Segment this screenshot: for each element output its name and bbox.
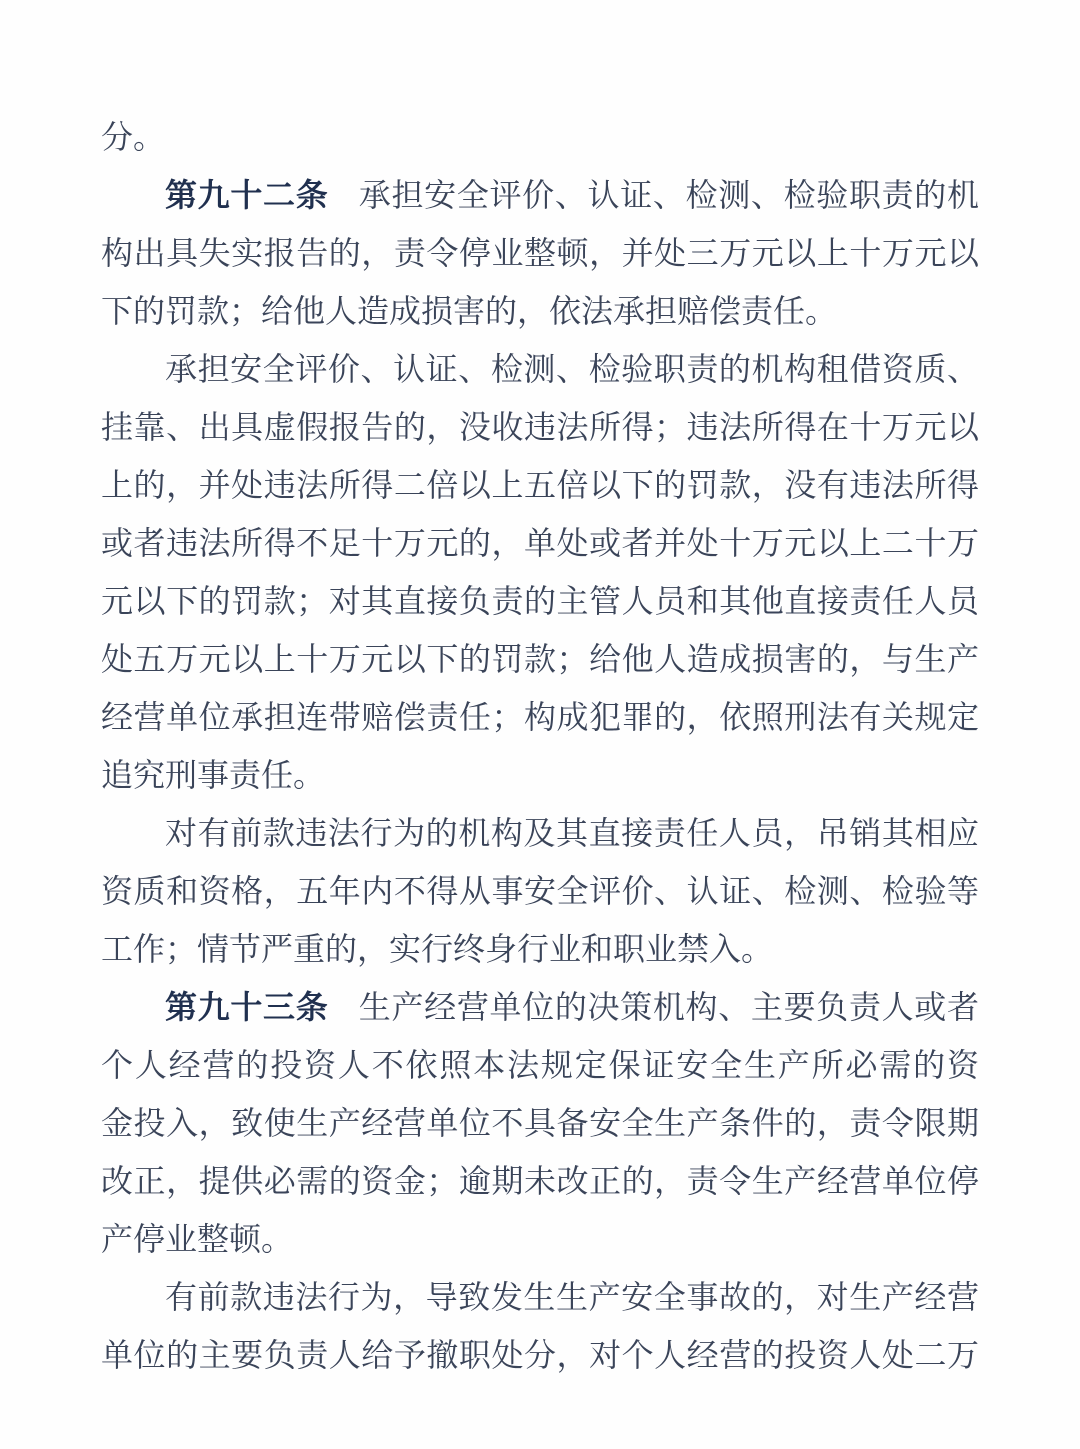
line-text: 产停业整顿。 <box>101 1221 294 1257</box>
text-line <box>101 630 979 688</box>
text-line <box>101 920 979 978</box>
line-text: 对有前款违法行为的机构及其直接责任人员，吊销其相应 <box>165 815 979 851</box>
line-text: 上的，并处违法所得二倍以上五倍以下的罚款，没有违法所得 <box>101 467 979 503</box>
line-text: 或者违法所得不足十万元的，单处或者并处十万元以上二十万 <box>101 525 979 561</box>
text-line <box>101 1152 979 1210</box>
line-text: 挂靠、出具虚假报告的，没收违法所得；违法所得在十万元以 <box>101 409 979 445</box>
line-text: 金投入，致使生产经营单位不具备安全生产条件的，责令限期 <box>101 1105 979 1141</box>
line-text: 元以下的罚款；对其直接负责的主管人员和其他直接责任人员 <box>101 583 979 619</box>
text-column <box>101 108 979 1384</box>
text-line <box>101 688 979 746</box>
line-text: 构出具失实报告的，责令停业整顿，并处三万元以上十万元以 <box>101 235 979 271</box>
text-line <box>101 166 979 224</box>
text-line <box>101 862 979 920</box>
line-text: 改正，提供必需的资金；逾期未改正的，责令生产经营单位停 <box>101 1163 979 1199</box>
line-text: 有前款违法行为，导致发生生产安全事故的，对生产经营 <box>165 1279 979 1315</box>
line-text: 追究刑事责任。 <box>101 757 326 793</box>
text-line <box>101 1268 979 1326</box>
line-text: 处五万元以上十万元以下的罚款；给他人造成损害的，与生产 <box>101 641 979 677</box>
article-number-heading: 第九十二条 <box>165 177 329 213</box>
line-text: 下的罚款；给他人造成损害的，依法承担赔偿责任。 <box>101 293 838 329</box>
line-text: 承担安全评价、认证、检测、检验职责的机 <box>358 177 979 213</box>
article-number-heading: 第九十三条 <box>165 989 329 1025</box>
text-line <box>101 1210 979 1268</box>
text-line <box>101 1326 979 1384</box>
text-line <box>101 282 979 340</box>
line-text: 工作；情节严重的，实行终身行业和职业禁入。 <box>101 931 774 967</box>
text-line <box>101 978 979 1036</box>
text-line <box>101 804 979 862</box>
text-line <box>101 746 979 804</box>
line-text: 承担安全评价、认证、检测、检验职责的机构租借资质、 <box>165 351 979 387</box>
text-line <box>101 456 979 514</box>
line-text: 资质和资格，五年内不得从事安全评价、认证、检测、检验等 <box>101 873 979 909</box>
line-text: 经营单位承担连带赔偿责任；构成犯罪的，依照刑法有关规定 <box>101 699 979 735</box>
text-line <box>101 1036 979 1094</box>
text-line <box>101 224 979 282</box>
text-line <box>101 572 979 630</box>
line-text: 分。 <box>101 119 166 155</box>
text-line <box>101 514 979 572</box>
text-line <box>101 1094 979 1152</box>
line-text: 个人经营的投资人不依照本法规定保证安全生产所必需的资 <box>101 1047 979 1083</box>
text-line <box>101 340 979 398</box>
line-text: 单位的主要负责人给予撤职处分，对个人经营的投资人处二万 <box>101 1337 979 1373</box>
text-line <box>101 108 979 166</box>
text-line <box>101 398 979 456</box>
line-text: 生产经营单位的决策机构、主要负责人或者 <box>358 989 979 1025</box>
